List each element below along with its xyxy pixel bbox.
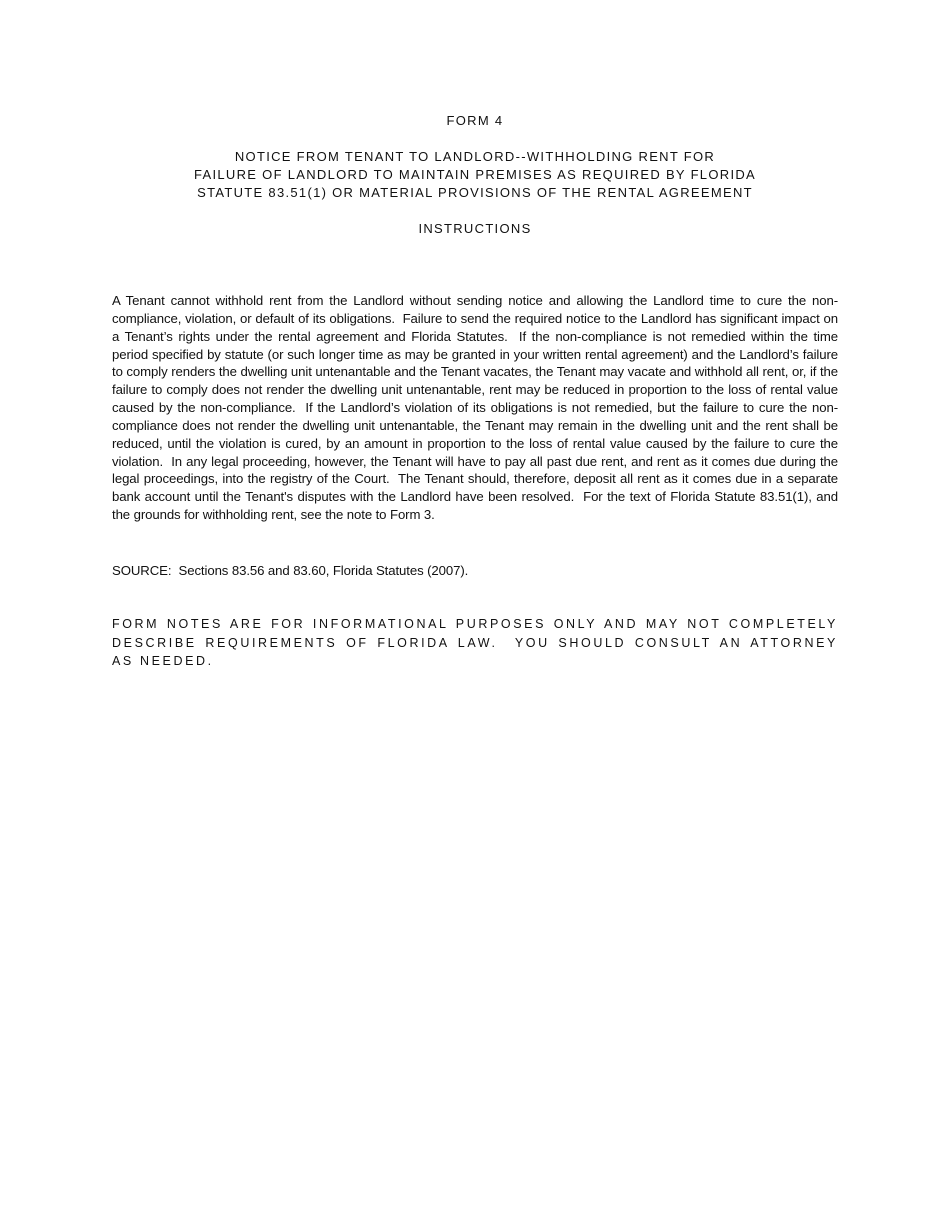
title-line: FAILURE OF LANDLORD TO MAINTAIN PREMISES AS REQUIRED BY FLORIDA	[193, 167, 757, 182]
instructions-heading: INSTRUCTIONS	[418, 221, 532, 236]
title-line: STATUTE 83.51(1) OR MATERIAL PROVISIONS OF THE RENTAL AGREEMENT	[197, 185, 753, 200]
form-notes-disclaimer: FORM NOTES ARE FOR INFORMATIONAL PURPOSES ONLY AND MAY NOT COMPLETELY DESCRIBE REQUIREMENTS OF FLORIDA LAW. YOU SHOULD CONSULT AN ATTORNEY AS NEEDED.	[112, 617, 845, 668]
instructions-paragraph: A Tenant cannot withhold rent from the Landlord without sending notice and allowing the Landlord time to cure the non-compliance, violation, or default of its obligations. Failure to send the required notice to the Landlord has significant impact on a Tenant’s rights under the rental agreement and Florida Statutes. If the non-compliance is not remedied within the time period specified by statute (or such longer time as may be granted in your written rental agreement) and the Landlord’s failure to comply renders the dwelling unit untenantable and the Tenant vacates, the Tenant may vacate and withhold all rent, or, if the failure to comply does not render the dwelling unit untenantable, rent may be reduced in proportion to the loss of rental value caused by the non-compliance. If the Landlord’s violation of its obligations is not remedied, but the failure to cure the non-compliance does not render the dwelling unit untenantable, the Tenant may remain in the dwelling unit and the rent shall be reduced, until the violation is cured, by an amount in proportion to the loss of rental value caused by the failure to cure the violation. In any legal proceeding, however, the Tenant will have to pay all past due rent, and rent as it comes due during the legal proceedings, into the registry of the Court. The Tenant should, therefore, deposit all rent as it comes due in a separate bank account until the Tenant's disputes with the Landlord have been resolved. For the text of Florida Statute 83.51(1), and the grounds for withholding rent, see the note to Form 3.	[112, 293, 842, 523]
form-number: FORM 4	[446, 113, 504, 128]
title-line: NOTICE FROM TENANT TO LANDLORD--WITHHOLDING RENT FOR	[234, 149, 716, 164]
source-citation: SOURCE: Sections 83.56 and 83.60, Florida Statutes (2007).	[112, 563, 469, 578]
form-title	[0, 148, 950, 202]
